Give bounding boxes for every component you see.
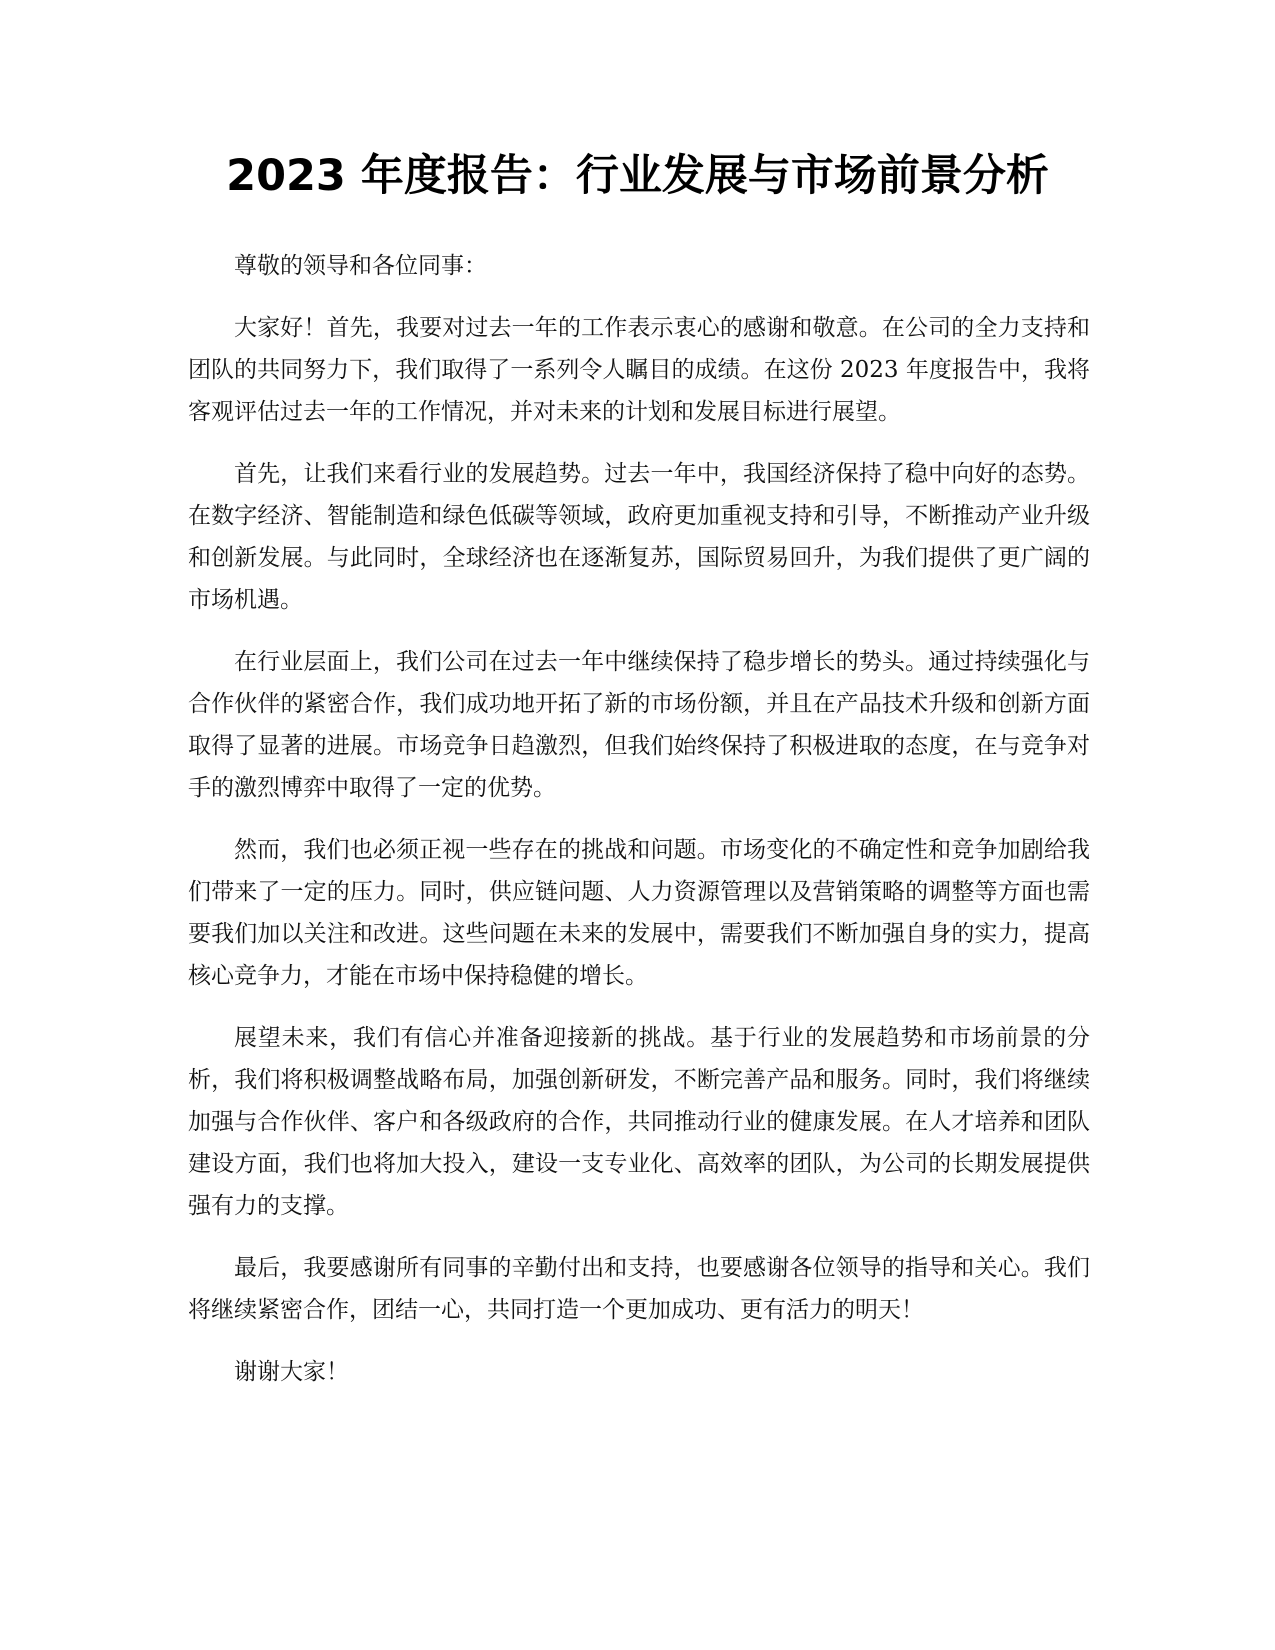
opening-paragraph: 大家好！首先，我要对过去一年的工作表示衷心的感谢和敬意。在公司的全力支持和团队的共同努力下，我们取得了一系列令人瞩目的成绩。在这份 2023 年度报告中，我将客观评估过去一年的工作情况，并对未来的计划和发展目标进行展望。 xyxy=(188,315,1090,425)
company-performance-paragraph: 在行业层面上，我们公司在过去一年中继续保持了稳步增长的势头。通过持续强化与合作伙伴的紧密合作，我们成功地开拓了新的市场份额，并且在产品技术升级和创新方面取得了显著的进展。市场竞争日趋激烈，但我们始终保持了积极进取的态度，在与竞争对手的激烈博弈中取得了一定的优势。 xyxy=(188,649,1090,801)
salutation-paragraph: 尊敬的领导和各位同事： xyxy=(234,253,487,279)
document-title: 2023 年度报告：行业发展与市场前景分析 xyxy=(226,151,1049,201)
thanks-paragraph: 最后，我要感谢所有同事的辛勤付出和支持，也要感谢各位领导的指导和关心。我们将继续紧密合作，团结一心，共同打造一个更加成功、更有活力的明天！ xyxy=(188,1255,1090,1323)
document-body xyxy=(188,245,1090,1413)
closing-paragraph: 谢谢大家！ xyxy=(234,1359,349,1385)
outlook-paragraph: 展望未来，我们有信心并准备迎接新的挑战。基于行业的发展趋势和市场前景的分析，我们将积极调整战略布局，加强创新研发，不断完善产品和服务。同时，我们将继续加强与合作伙伴、客户和各级政府的合作，共同推动行业的健康发展。在人才培养和团队建设方面，我们也将加大投入，建设一支专业化、高效率的团队，为公司的长期发展提供强有力的支撑。 xyxy=(188,1025,1090,1219)
industry-trend-paragraph: 首先，让我们来看行业的发展趋势。过去一年中，我国经济保持了稳中向好的态势。在数字经济、智能制造和绿色低碳等领域，政府更加重视支持和引导，不断推动产业升级和创新发展。与此同时，全球经济也在逐渐复苏，国际贸易回升，为我们提供了更广阔的市场机遇。 xyxy=(188,461,1090,613)
challenges-paragraph: 然而，我们也必须正视一些存在的挑战和问题。市场变化的不确定性和竞争加剧给我们带来了一定的压力。同时，供应链问题、人力资源管理以及营销策略的调整等方面也需要我们加以关注和改进。这些问题在未来的发展中，需要我们不断加强自身的实力，提高核心竞争力，才能在市场中保持稳健的增长。 xyxy=(188,837,1090,989)
